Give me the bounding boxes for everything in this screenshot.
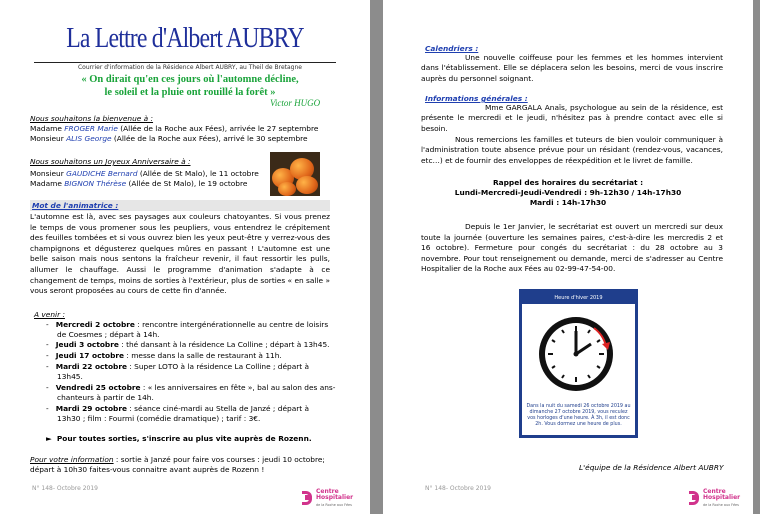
event-item: - Mardi 29 octobre : séance ciné-mardi au Stella de Janzé ; départ à — [46, 404, 310, 413]
calendriers-text: Une nouvelle coiffeuse pour les femmes et les hommes intervient dans l'établissement. Elle se déplacera selon les besoins, merci de vous inscrire auprès du personnel soignant. — [421, 53, 723, 83]
remerciements-text: Nous remercions les familles et tuteurs de bien vouloir communiquer à l'administration toute absence prévue pour un résidant (rendez-vous, vacances, etc…) et de fournir des enveloppes de réexpédition et le livret de famille. — [421, 135, 723, 165]
infos-text: Mme GARGALA Anaïs, psychologue au sein de la résidence, est présente le mercredi et le jeudi, n'hésitez pas à prendre contact avec elle si besoin. — [421, 103, 723, 133]
pumpkin-photo — [270, 152, 320, 196]
newsletter-page-left — [0, 0, 370, 514]
issue-number: N° 148- Octobre 2019 — [425, 485, 491, 492]
event-item-continued: 13h30 ; film : Fourmi (comédie dramatique) ; tarif : 3€. — [57, 414, 261, 423]
info-line-2: départ à 10h30 faites-vous connaitre avant auprès de Rozenn ! — [30, 465, 265, 474]
horaires-line-1: Lundi-Mercredi-Jeudi-Vendredi : 9h-12h30 / 14h-17h30 — [454, 188, 682, 197]
infos-header: Informations générales : — [425, 94, 528, 103]
horaires-title: Rappel des horaires du secrétariat : — [492, 178, 644, 187]
signature: L'équipe de la Résidence Albert AUBRY — [579, 463, 724, 472]
welcome-header: Nous souhaitons la bienvenue à : — [30, 114, 154, 123]
issue-number: N° 148- Octobre 2019 — [32, 485, 98, 492]
quote-line-1: « On dirait qu'en ces jours où l'automne décline, — [81, 74, 299, 85]
hospital-logo: Centre Hospitalier de la Roche aux Fées — [302, 489, 362, 511]
birthday-item: Madame BIGNON Thérèse (Allée de St Malo), le 19 octobre — [30, 179, 248, 188]
winter-time-title: Heure d'hiver 2019 — [522, 292, 635, 304]
newsletter-page-right — [383, 0, 753, 514]
title-divider — [34, 62, 336, 63]
calendriers-header: Calendriers : — [425, 44, 479, 53]
horaires-line-2: Mardi : 14h-17h30 — [529, 198, 607, 207]
event-item-continued: de Coesmes ; départ à 14h. — [57, 330, 160, 339]
event-item: - Jeudi 3 octobre : thé dansant à la résidence La Colline ; départ à 13h45. — [46, 340, 330, 349]
quote-line-2: le soleil et la pluie ont rouillé la forêt » — [104, 87, 276, 98]
animatrice-text: L'automne est là, avec ses paysages aux couleurs chatoyantes. Si vous prenez le temps de vous promener sous les peupliers, vous entendrez le crépitement des feuilles tombées et si vous ouvrez bien les yeux peut-être y verrez-vous des champignons et dégusterez quelques mûres en passant ! L'automne est une belle saison mais nous sentons la fraîcheur revenir, il faut ressortir les pulls, allumer le chauffage. Aussi le programme d'animation s'adapte à ce changement de temps, moins de sorties à l'extérieur, plus de sorties « en salle » vous seront proposées au cours de cette fin d'année. — [30, 212, 330, 296]
newsletter-subtitle: Courrier d'information de la Résidence Albert AUBRY, au Theil de Bretagne — [77, 64, 302, 71]
event-item: - Mercredi 2 octobre : rencontre intergénérationnelle au centre de loisirs — [46, 320, 329, 329]
clock-icon — [522, 304, 635, 404]
event-item: - Jeudi 17 octobre : messe dans la salle de restaurant à 11h. — [46, 351, 282, 360]
quote — [40, 73, 340, 99]
sorties-note: ► Pour toutes sorties, s'inscrire au plus vite auprès de Rozenn. — [46, 434, 312, 443]
event-item-continued: chanteurs à partir de 14h. — [57, 393, 154, 402]
event-item-continued: 13h45. — [57, 372, 83, 381]
welcome-item: Monsieur ALIS George (Allée de la Roche aux Fées), arrivé le 30 septembre — [30, 134, 308, 143]
avenir-header: A venir : — [34, 310, 65, 319]
quote-author: Victor HUGO — [270, 98, 321, 108]
winter-time-caption: Dans la nuit du samedi 26 octobre 2019 au dimanche 27 octobre 2019, vous reculez vos horloges d'une heure. À 3h, il est donc 2h. Vous dormez une heure de plus. — [526, 404, 631, 427]
event-item: - Mardi 22 octobre : Super LOTO à la résidence La Colline ; départ à — [46, 362, 310, 371]
winter-time-notice — [519, 289, 638, 438]
event-item: - Vendredi 25 octobre : « les anniversaires en fête », bal au salon des ans- — [46, 383, 336, 392]
newsletter-title: La Lettre d'Albert AUBRY — [66, 22, 304, 54]
welcome-item: Madame FROGER Marie (Allée de la Roche aux Fées), arrivée le 27 septembre — [30, 124, 319, 133]
animatrice-header: Mot de l'animatrice : — [32, 201, 119, 210]
birthday-header: Nous souhaitons un Joyeux Anniversaire à : — [30, 157, 191, 166]
birthday-item: Monsieur GAUDICHE Bernard (Allée de St Malo), le 11 octobre — [30, 169, 259, 178]
hospital-logo: Centre Hospitalier de la Roche aux Fées — [689, 489, 749, 511]
secretariat-text: Depuis le 1er Janvier, le secrétariat est ouvert un mercredi sur deux toute la journée (ouverture les semaines paires, c'est-à-dire les mercredis 2 et 16 octobre). Fermeture pour congés du secrétariat : du 28 octobre au 3 novembre. Pour tout renseignement ou demande, merci de s'adresser au Centre Hospitalier de la Roche aux Fées au 02-99-47-54-00. — [421, 222, 723, 274]
info-line-1: Pour votre information : sortie à Janzé pour faire vos courses : jeudi 10 octobre; — [30, 455, 325, 464]
